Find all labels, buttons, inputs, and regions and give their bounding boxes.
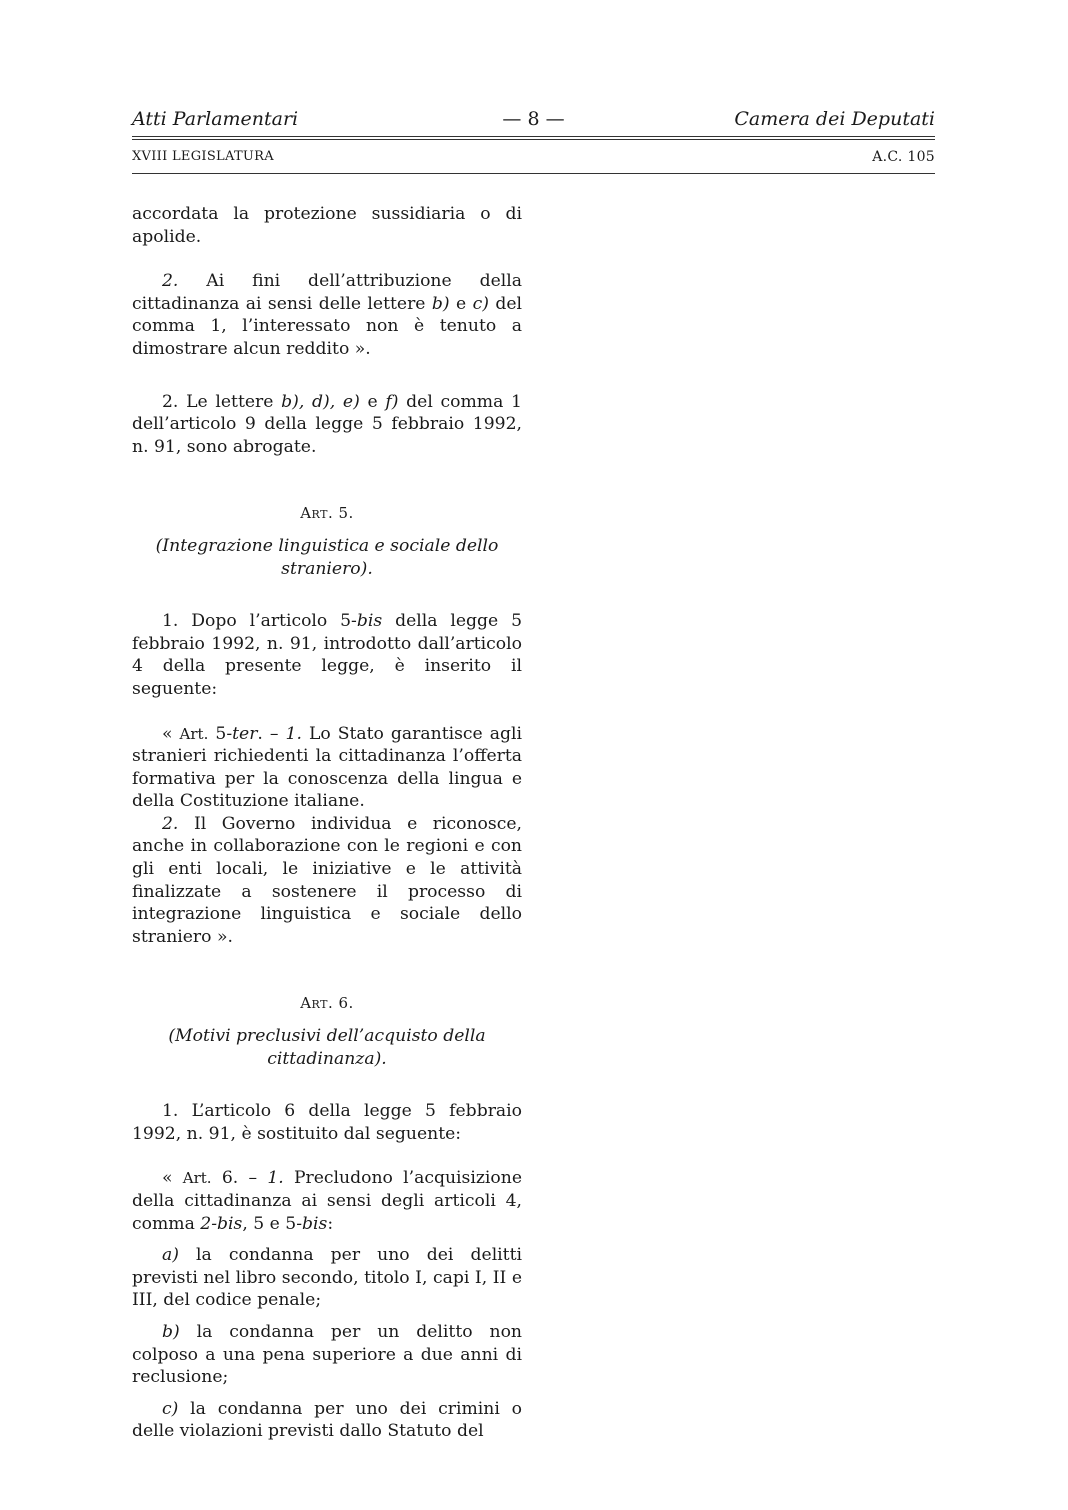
list-item-b: b) la condanna per un delitto non colposo a una pena superiore a due anni di reclusione; xyxy=(132,1321,522,1388)
paragraph-abrogation: 2. Le lettere b), d), e) e f) del comma 1 dell’articolo 9 della legge 5 febbraio 1992, n. 91, sono abrogate. xyxy=(132,391,522,457)
article-5-paragraph-1: 1. Dopo l’articolo 5-bis della legge 5 febbraio 1992, n. 91, introdotto dall’articolo 4 della presente legge, è inserito il seguente: xyxy=(132,611,522,699)
article-6-paragraph-1: 1. L’articolo 6 della legge 5 febbraio 1992, n. 91, è sostituito dal seguente: xyxy=(132,1101,522,1144)
article-6-heading: Art. 6. xyxy=(300,994,354,1013)
article-6-quote-comma-1: « Art. 6. – 1. Precludono l’acquisizione della cittadinanza ai sensi degli articoli 4, comma 2-bis, 5 e 5-bis: xyxy=(132,1168,522,1234)
header-rule-top xyxy=(132,136,935,137)
running-header xyxy=(132,108,935,136)
article-5-quote-comma-2: 2. Il Governo individua e riconosce, anche in collaborazione con le regioni e con gli enti locali, le iniziative e le attività finalizzate a sostenere il processo di integrazione linguistica e sociale dello straniero ». xyxy=(132,813,522,947)
text-column xyxy=(132,203,522,1443)
header-left-title: Atti Parlamentari xyxy=(132,108,299,130)
act-number: A.C. 105 xyxy=(872,149,935,165)
article-5-heading: Art. 5. xyxy=(300,504,354,523)
page-number: — 8 — xyxy=(502,108,565,130)
list-item-c: c) la condanna per uno dei crimini o delle violazioni previsti dallo Statuto del xyxy=(132,1398,522,1442)
legislature-label: XVIII LEGISLATURA xyxy=(132,149,274,164)
header-right-title: Camera dei Deputati xyxy=(734,108,935,130)
paragraph-comma-2: 2. Ai fini dell’attribuzione della cittadinanza ai sensi delle lettere b) e c) del comma 1, l’interessato non è tenuto a dimostrare alcun reddito ». xyxy=(132,271,522,359)
article-5-quote-comma-1: « Art. 5-ter. – 1. Lo Stato garantisce agli stranieri richiedenti la cittadinanza l’offerta formativa per la conoscenza della lingua e della Costituzione italiane. xyxy=(132,723,522,812)
header-rule-double xyxy=(132,139,935,140)
running-subheader xyxy=(132,149,935,169)
article-5-rubric: (Integrazione linguistica e sociale dello straniero). xyxy=(155,535,499,579)
article-6-rubric: (Motivi preclusivi dell’acquisto della cittadinanza). xyxy=(168,1026,486,1069)
list-item-a: a) la condanna per uno dei delitti previsti nel libro secondo, titolo I, capi I, II e III, del codice penale; xyxy=(132,1245,522,1311)
subheader-rule xyxy=(132,173,935,174)
paragraph-continuation: accordata la protezione sussidiaria o di apolide. xyxy=(132,204,522,247)
